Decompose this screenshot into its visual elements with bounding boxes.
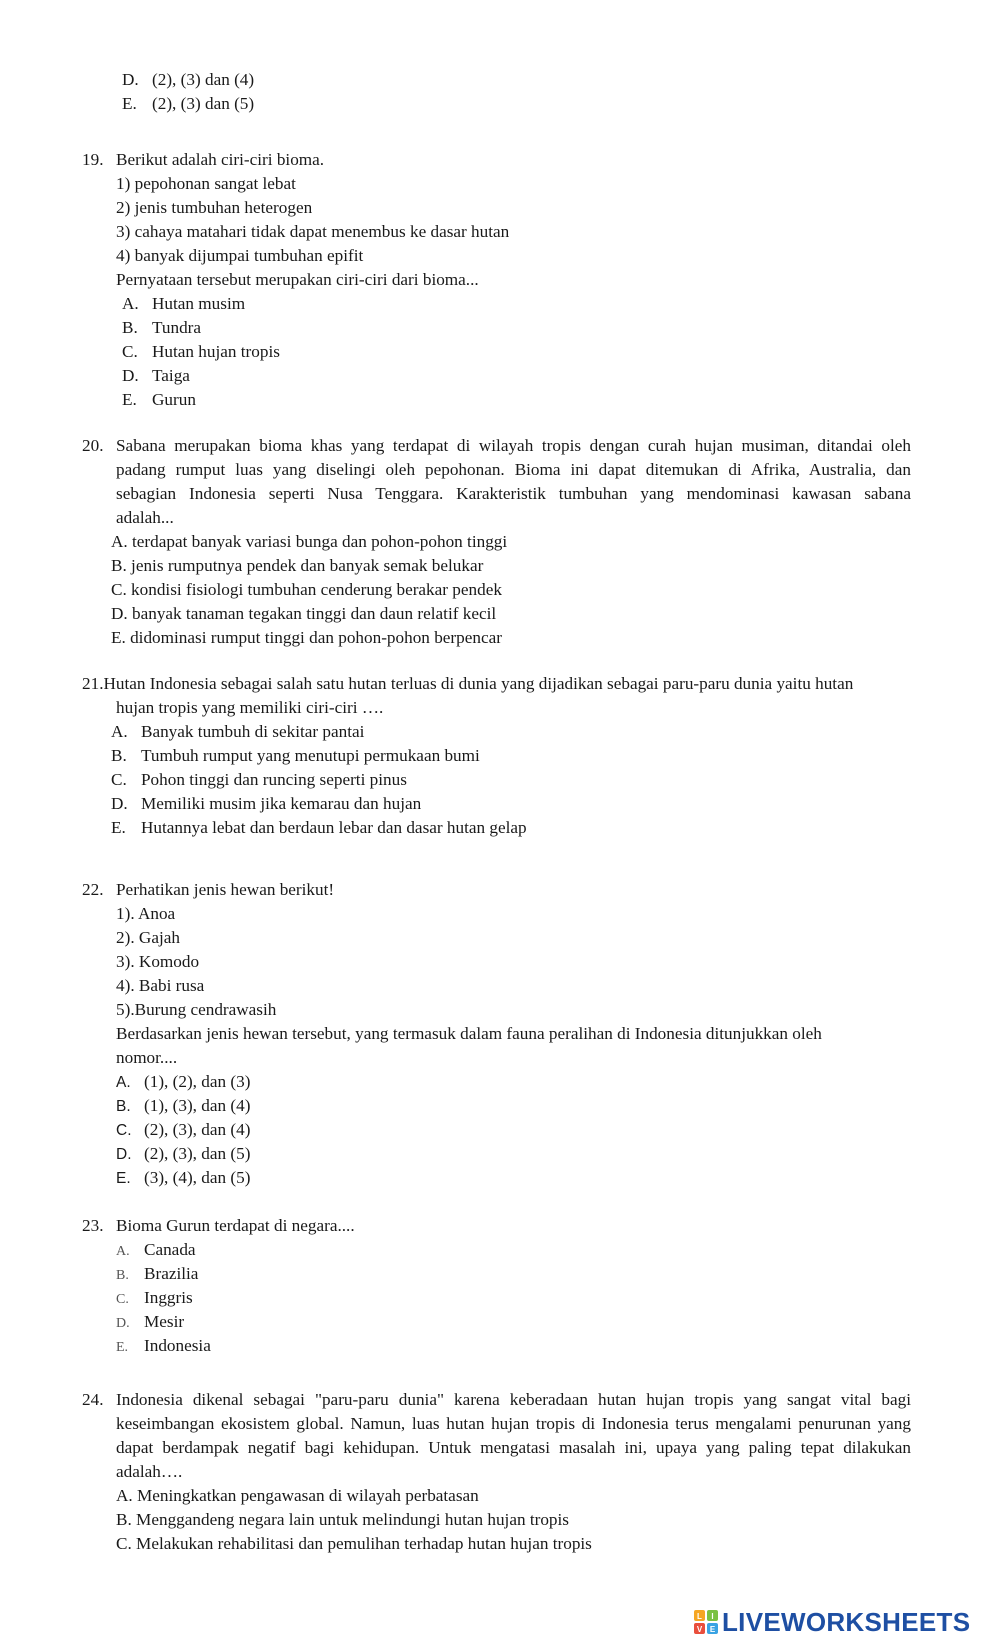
option-a[interactable]: A. Canada (116, 1240, 196, 1259)
option-a[interactable]: A. terdapat banyak variasi bunga dan pohon-pohon tinggi (111, 532, 508, 551)
question-number: 22. (82, 880, 104, 899)
question-text-line: adalah... (116, 508, 174, 527)
question-text-line: Indonesia dikenal sebagai "paru-paru dunia" karena keberadaan hutan hujan tropis yang sangat vital bagi (116, 1390, 911, 1409)
option-d[interactable]: D. banyak tanaman tegakan tinggi dan daun relatif kecil (111, 604, 497, 623)
statement-item: 2) jenis tumbuhan heterogen (116, 198, 313, 217)
question-prompt: nomor.... (116, 1048, 178, 1067)
statement-item: 4). Babi rusa (116, 976, 205, 995)
logo-text: LIVEWORKSHEETS (722, 1606, 971, 1637)
option-d[interactable]: D. Mesir (116, 1312, 185, 1331)
question-stem: Berikut adalah ciri-ciri bioma. (116, 150, 325, 169)
question-text-line: adalah…. (116, 1462, 183, 1481)
option-e[interactable]: E. Indonesia (116, 1336, 211, 1355)
svg-text:E: E (709, 1625, 716, 1634)
option-b[interactable]: B. Menggandeng negara lain untuk melindungi hutan hujan tropis (116, 1510, 569, 1529)
liveworksheets-logo[interactable] (693, 1607, 970, 1637)
question-text-line: sebagian Indonesia seperti Nusa Tenggara. Karakteristik tumbuhan yang mendominasi kawasan sabana (116, 484, 911, 503)
option-e[interactable]: E. (3), (4), dan (5) (116, 1168, 251, 1187)
svg-text:V: V (696, 1625, 703, 1634)
option-e[interactable]: E. Gurun (122, 390, 196, 409)
statement-item: 1). Anoa (116, 904, 176, 923)
option-d[interactable]: D. (2), (3), dan (5) (116, 1144, 251, 1163)
option-b[interactable]: B. (1), (3), dan (4) (116, 1096, 251, 1115)
question-text-line: keseimbangan ekosistem global. Namun, luas hutan hujan tropis di Indonesia terus mengalami penurunan yang (116, 1414, 911, 1433)
option-d[interactable]: D. (2), (3) dan (4) (122, 70, 255, 89)
svg-text:L: L (697, 1612, 702, 1621)
statement-item: 5).Burung cendrawasih (116, 1000, 277, 1019)
question-text-line: 21.Hutan Indonesia sebagai salah satu hutan terluas di dunia yang dijadikan sebagai paru-paru dunia yaitu hutan (82, 674, 854, 693)
question-number: 24. (82, 1390, 104, 1409)
question-text-line: hujan tropis yang memiliki ciri-ciri …. (116, 698, 384, 717)
question-text-line: padang rumput luas yang diselingi oleh pepohonan. Bioma ini dapat ditemukan di Afrika, Australia, dan (116, 460, 911, 479)
statement-item: 4) banyak dijumpai tumbuhan epifit (116, 246, 364, 265)
option-c[interactable]: C. Pohon tinggi dan runcing seperti pinus (111, 770, 407, 789)
option-a[interactable]: A. (1), (2), dan (3) (116, 1072, 251, 1091)
option-c[interactable]: C. (2), (3), dan (4) (116, 1120, 251, 1139)
option-a[interactable]: A. Meningkatkan pengawasan di wilayah perbatasan (116, 1486, 479, 1505)
option-b[interactable]: B. Tundra (122, 318, 202, 337)
option-a[interactable]: A. Hutan musim (122, 294, 246, 313)
option-b[interactable]: B. Tumbuh rumput yang menutupi permukaan bumi (111, 746, 480, 765)
option-c[interactable]: C. Hutan hujan tropis (122, 342, 280, 361)
statement-item: 3) cahaya matahari tidak dapat menembus ke dasar hutan (116, 222, 510, 241)
question-number: 19. (82, 150, 104, 169)
question-text-line: Sabana merupakan bioma khas yang terdapat di wilayah tropis dengan curah hujan musiman, ditandai oleh (116, 436, 911, 455)
option-d[interactable]: D. Taiga (122, 366, 190, 385)
statement-item: 2). Gajah (116, 928, 180, 947)
svg-text:I: I (711, 1612, 714, 1621)
option-e[interactable]: E. didominasi rumput tinggi dan pohon-pohon berpencar (111, 628, 502, 647)
question-number: 20. (82, 436, 104, 455)
question-prompt: Berdasarkan jenis hewan tersebut, yang termasuk dalam fauna peralihan di Indonesia ditunjukkan oleh (116, 1024, 822, 1043)
statement-item: 1) pepohonan sangat lebat (116, 174, 296, 193)
option-c[interactable]: C. Inggris (116, 1288, 193, 1307)
option-c[interactable]: C. Melakukan rehabilitasi dan pemulihan terhadap hutan hujan tropis (116, 1534, 592, 1553)
question-stem: Bioma Gurun terdapat di negara.... (116, 1216, 355, 1235)
liveworksheets-logo-icon (693, 1609, 719, 1635)
option-c[interactable]: C. kondisi fisiologi tumbuhan cenderung berakar pendek (111, 580, 502, 599)
question-prompt: Pernyataan tersebut merupakan ciri-ciri dari bioma... (116, 270, 479, 289)
option-a[interactable]: A. Banyak tumbuh di sekitar pantai (111, 722, 365, 741)
question-stem: Perhatikan jenis hewan berikut! (116, 880, 335, 899)
option-b[interactable]: B. Brazilia (116, 1264, 199, 1283)
option-d[interactable]: D. Memiliki musim jika kemarau dan hujan (111, 794, 422, 813)
option-e[interactable]: E. (2), (3) dan (5) (122, 94, 255, 113)
option-b[interactable]: B. jenis rumputnya pendek dan banyak semak belukar (111, 556, 484, 575)
question-number: 23. (82, 1216, 104, 1235)
question-text-line: dapat berdampak negatif bagi kehidupan. Untuk mengatasi masalah ini, upaya yang paling tepat dilakukan (116, 1438, 911, 1457)
option-e[interactable]: E. Hutannya lebat dan berdaun lebar dan dasar hutan gelap (111, 818, 527, 837)
statement-item: 3). Komodo (116, 952, 200, 971)
